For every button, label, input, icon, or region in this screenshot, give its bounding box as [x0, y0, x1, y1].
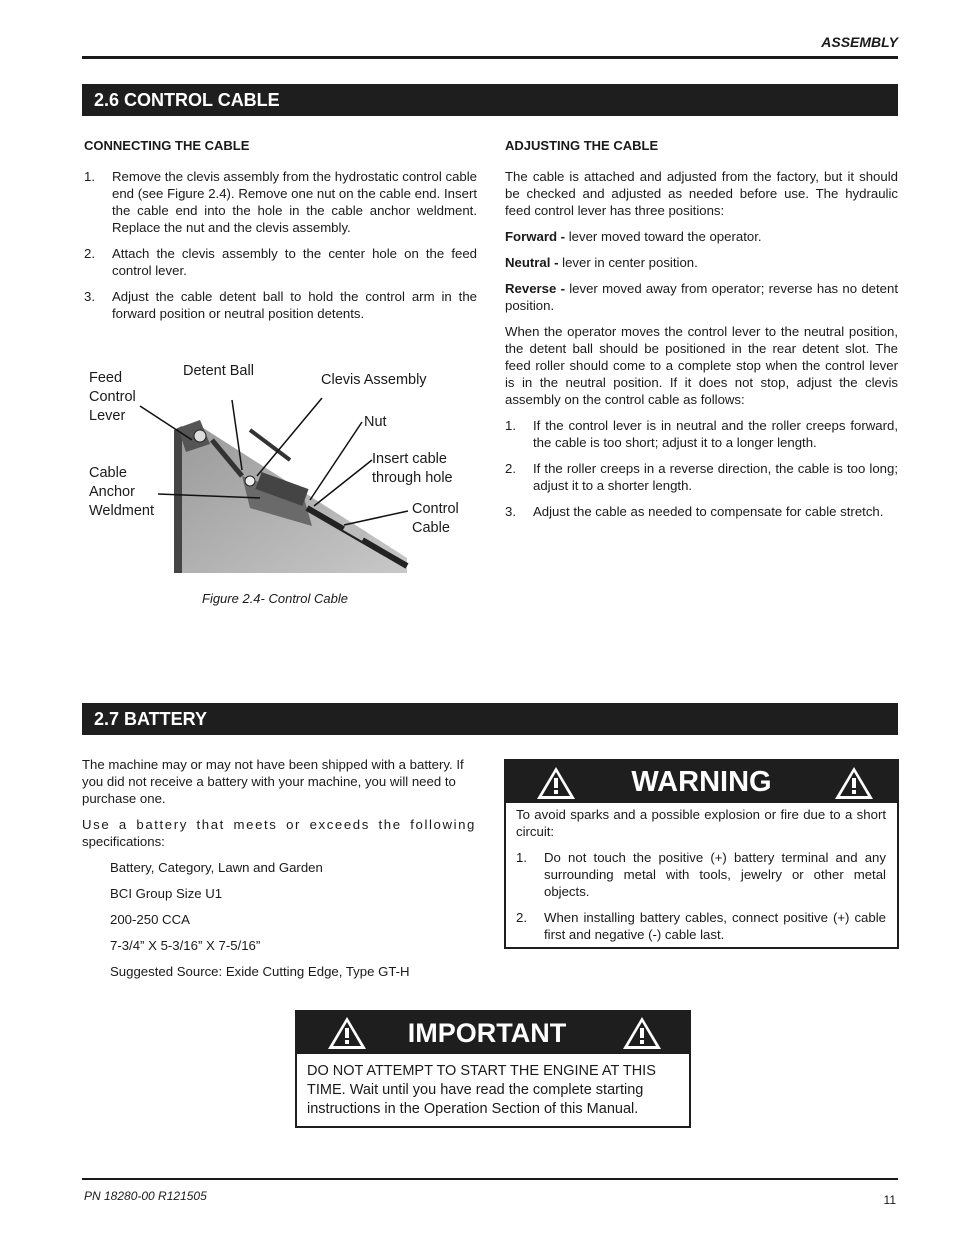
label-clevis-assembly: Clevis Assembly — [321, 372, 427, 388]
important-text: DO NOT ATTEMPT TO START THE ENGINE AT THIS TIME. Wait until you have read the complete starting instructions in the Operation Section of this Manual. — [307, 1063, 656, 1117]
battery-column — [82, 756, 476, 989]
spec-item: Battery, Category, Lawn and Garden — [110, 860, 323, 875]
label-insert-cable: Insert cable through hole — [372, 451, 453, 486]
label-detent-ball: Detent Ball — [183, 363, 254, 379]
list-item: 2. If the roller creeps in a reverse direction, the cable is too long; adjust it to a shorter length. — [505, 461, 898, 493]
header-rule — [82, 56, 898, 59]
list-item: 1. If the control lever is in neutral and the roller creeps forward, the cable is too short; adjust it to a longer length. — [505, 418, 898, 450]
connecting-heading: CONNECTING THE CABLE — [84, 138, 250, 153]
position-neutral: Neutral - lever in center position. — [505, 255, 698, 270]
warning-triangle-icon — [327, 1016, 367, 1050]
warning-body — [506, 803, 897, 943]
battery-spec-intro-line1: Use a battery that meets or exceeds the following — [82, 817, 476, 832]
label-cable-anchor-weldment: Cable Anchor Weldment — [89, 465, 155, 519]
section-heading-control-cable: 2.6 CONTROL CABLE — [82, 84, 898, 116]
figure-caption: Figure 2.4- Control Cable — [202, 591, 348, 606]
warning-items — [516, 849, 886, 943]
label-nut: Nut — [364, 414, 387, 430]
important-title: IMPORTANT — [407, 1018, 567, 1048]
list-item: 3. Adjust the cable detent ball to hold the control arm in the forward position or neutral position detents. — [84, 289, 477, 321]
connecting-column — [84, 137, 477, 331]
position-forward: Forward - lever moved toward the operator. — [505, 229, 762, 244]
label-feed-control-lever: Feed Control Lever — [89, 370, 136, 424]
warning-triangle-icon — [834, 766, 874, 800]
adjusting-steps — [505, 417, 898, 520]
list-item: 3. Adjust the cable as needed to compensate for cable stretch. — [505, 504, 884, 519]
adjusting-heading: ADJUSTING THE CABLE — [505, 138, 659, 153]
important-header — [297, 1012, 689, 1054]
list-item: 1. Remove the clevis assembly from the hydrostatic control cable end (see Figure 2.4). Remove one nut on the cable end. Insert the cable end into the hole in the cable anchor weldment. Replace the nut and the clevis assembly. — [84, 169, 478, 235]
warning-intro: To avoid sparks and a possible explosion or fire due to a short circuit: — [516, 807, 886, 839]
warning-title: WARNING — [631, 766, 772, 798]
battery-intro: The machine may or may not have been shipped with a battery. If you did not receive a battery with your machine, you will need to purchase one. — [82, 757, 464, 806]
list-item: 2. Attach the clevis assembly to the center hole on the feed control lever. — [84, 246, 477, 278]
adjusting-intro: The cable is attached and adjusted from the factory, but it should be checked and adjusted as needed before use. The hydraulic feed control lever has three positions: — [505, 169, 898, 218]
adjusting-column — [505, 137, 898, 529]
part-number: PN 18280-00 R121505 — [84, 1189, 207, 1203]
running-header: ASSEMBLY — [821, 34, 898, 50]
list-item: 1. Do not touch the positive (+) battery terminal and any surrounding metal with tools, jewelry or other metal objects. — [516, 850, 886, 899]
spec-item: BCI Group Size U1 — [110, 886, 223, 901]
section-heading-battery: 2.7 BATTERY — [82, 703, 898, 735]
spec-item: Suggested Source: Exide Cutting Edge, Type GT-H — [110, 964, 410, 979]
warning-triangle-icon — [622, 1016, 662, 1050]
label-control-cable: Control Cable — [412, 501, 459, 536]
spec-item: 200-250 CCA — [110, 912, 190, 927]
list-item: 2. When installing battery cables, connect positive (+) cable first and negative (-) cable last. — [516, 910, 886, 942]
spec-item: 7-3/4” X 5-3/16” X 7-5/16” — [110, 938, 261, 953]
warning-triangle-icon — [536, 766, 576, 800]
page-number: 11 — [883, 1193, 896, 1207]
footer-rule — [82, 1178, 898, 1180]
position-reverse: Reverse - lever moved away from operator; reverse has no detent position. — [505, 281, 898, 313]
battery-spec-intro-line2: specifications: — [82, 834, 165, 849]
important-box — [295, 1010, 691, 1128]
warning-header — [506, 761, 897, 803]
adjusting-paragraph: When the operator moves the control lever to the neutral position, the detent ball should be positioned in the rear detent slot. The feed roller should come to a complete stop when the control lever is in the neutral position. If it does not stop, adjust the clevis assembly on the control cable as follows: — [505, 324, 898, 407]
warning-box — [504, 759, 899, 949]
connecting-steps — [84, 168, 477, 322]
control-cable-figure — [82, 348, 482, 578]
